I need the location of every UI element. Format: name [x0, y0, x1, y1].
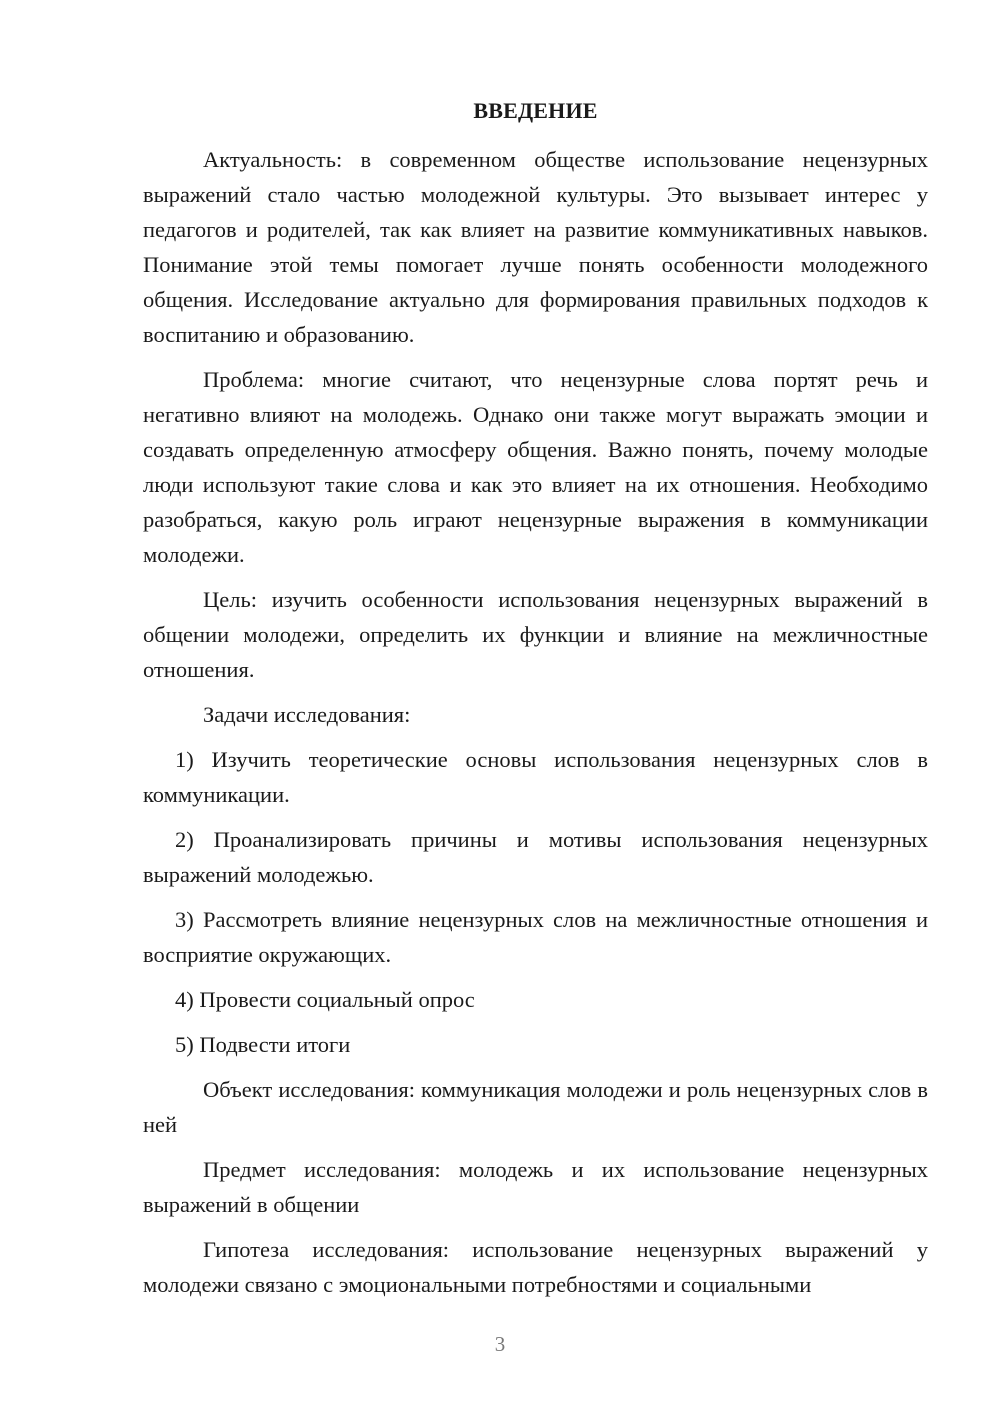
page-number: 3	[494, 1332, 506, 1356]
paragraph-relevance: Актуальность: в современном обществе использование нецензурных выражений стало частью молодежной культуры. Это вызывает интерес у педагогов и родителей, так как влияет на развитие коммуникативных навыков. Понимание этой темы помогает лучше понять особенности молодежного общения. Исследование актуально для формирования правильных подходов к воспитанию и образованию.	[143, 147, 928, 347]
task-item-2: 2) Проанализировать причины и мотивы использования нецензурных выражений молодежью.	[143, 827, 928, 887]
paragraph-goal: Цель: изучить особенности использования нецензурных выражений в общении молодежи, определить их функции и влияние на межличностные отношения.	[143, 587, 928, 682]
task-item-3: 3) Рассмотреть влияние нецензурных слов на межличностные отношения и восприятие окружающих.	[143, 907, 928, 967]
paragraph-subject: Предмет исследования: молодежь и их использование нецензурных выражений в общении	[143, 1157, 928, 1217]
task-item-5: 5) Подвести итоги	[175, 1032, 351, 1057]
paragraph-tasks-heading: Задачи исследования:	[203, 702, 411, 727]
task-item-4: 4) Провести социальный опрос	[175, 987, 475, 1012]
paragraph-hypothesis: Гипотеза исследования: использование нецензурных выражений у молодежи связано с эмоциональными потребностями и социальными	[143, 1237, 928, 1297]
page-content	[143, 94, 928, 1312]
paragraph-problem: Проблема: многие считают, что нецензурные слова портят речь и негативно влияют на молодежь. Однако они также могут выражать эмоции и создавать определенную атмосферу общения. Важно понять, почему молодые люди используют такие слова и как это влияет на их отношения. Необходимо разобраться, какую роль играют нецензурные выражения в коммуникации молодежи.	[143, 367, 928, 567]
paragraph-object: Объект исследования: коммуникация молодежи и роль нецензурных слов в ней	[143, 1077, 928, 1137]
task-item-1: 1) Изучить теоретические основы использования нецензурных слов в коммуникации.	[143, 747, 928, 807]
section-heading: ВВЕДЕНИЕ	[473, 98, 598, 123]
